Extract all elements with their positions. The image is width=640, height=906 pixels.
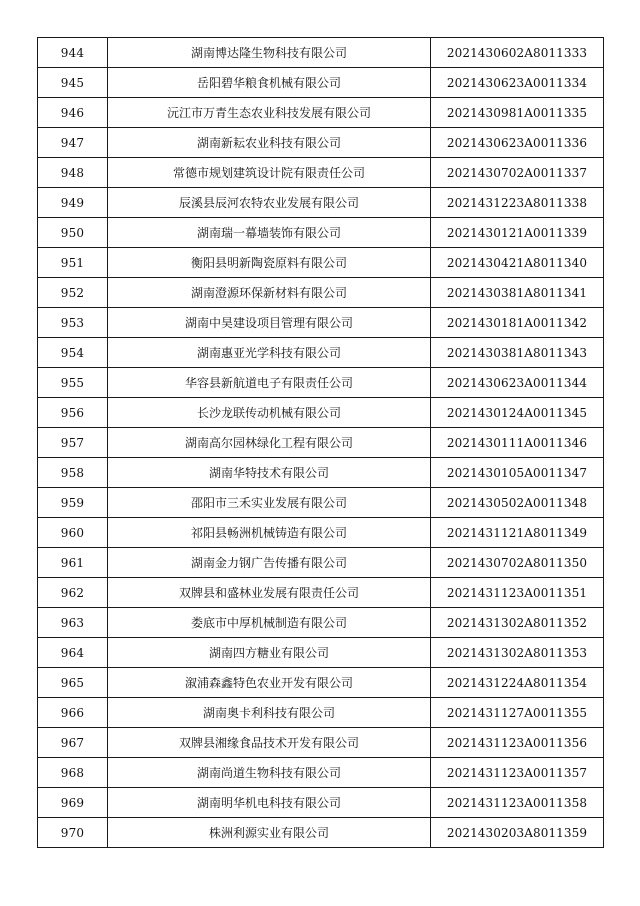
table-row xyxy=(38,68,604,98)
table-row xyxy=(38,638,604,668)
row-number: 969 xyxy=(38,788,108,818)
company-name: 祁阳县畅洲机械铸造有限公司 xyxy=(108,518,431,548)
company-name: 衡阳县明新陶瓷原料有限公司 xyxy=(108,248,431,278)
registration-code: 2021430381A8011343 xyxy=(431,338,604,368)
registration-code: 2021431127A0011355 xyxy=(431,698,604,728)
row-number: 955 xyxy=(38,368,108,398)
registration-code: 2021430121A0011339 xyxy=(431,218,604,248)
table-row xyxy=(38,518,604,548)
company-registry-table xyxy=(37,37,604,848)
company-name: 双牌县湘缘食品技术开发有限公司 xyxy=(108,728,431,758)
registration-code: 2021430502A0011348 xyxy=(431,488,604,518)
table-row xyxy=(38,248,604,278)
table-body xyxy=(38,38,604,848)
table-row xyxy=(38,458,604,488)
table-row xyxy=(38,128,604,158)
registration-code: 2021431121A8011349 xyxy=(431,518,604,548)
row-number: 944 xyxy=(38,38,108,68)
company-name: 邵阳市三禾实业发展有限公司 xyxy=(108,488,431,518)
table-row xyxy=(38,698,604,728)
registration-code: 2021431123A0011357 xyxy=(431,758,604,788)
table-row xyxy=(38,368,604,398)
row-number: 945 xyxy=(38,68,108,98)
row-number: 961 xyxy=(38,548,108,578)
company-name: 岳阳碧华粮食机械有限公司 xyxy=(108,68,431,98)
registration-code: 2021430702A0011337 xyxy=(431,158,604,188)
table-row xyxy=(38,38,604,68)
table-row xyxy=(38,548,604,578)
document-page xyxy=(37,37,603,848)
company-name: 湖南高尔园林绿化工程有限公司 xyxy=(108,428,431,458)
registration-code: 2021430702A8011350 xyxy=(431,548,604,578)
registration-code: 2021430381A8011341 xyxy=(431,278,604,308)
company-name: 湖南奥卡利科技有限公司 xyxy=(108,698,431,728)
company-name: 湖南中昊建设项目管理有限公司 xyxy=(108,308,431,338)
row-number: 959 xyxy=(38,488,108,518)
row-number: 962 xyxy=(38,578,108,608)
row-number: 947 xyxy=(38,128,108,158)
table-row xyxy=(38,788,604,818)
row-number: 970 xyxy=(38,818,108,848)
company-name: 湖南尚道生物科技有限公司 xyxy=(108,758,431,788)
table-row xyxy=(38,188,604,218)
table-row xyxy=(38,338,604,368)
table-row xyxy=(38,578,604,608)
registration-code: 2021430981A0011335 xyxy=(431,98,604,128)
registration-code: 2021430181A0011342 xyxy=(431,308,604,338)
company-name: 双牌县和盛林业发展有限责任公司 xyxy=(108,578,431,608)
table-row xyxy=(38,728,604,758)
table-row xyxy=(38,758,604,788)
table-row xyxy=(38,428,604,458)
row-number: 949 xyxy=(38,188,108,218)
table-row xyxy=(38,278,604,308)
company-name: 辰溪县辰河农特农业发展有限公司 xyxy=(108,188,431,218)
registration-code: 2021430623A0011344 xyxy=(431,368,604,398)
registration-code: 2021431123A0011358 xyxy=(431,788,604,818)
row-number: 964 xyxy=(38,638,108,668)
company-name: 湖南惠亚光学科技有限公司 xyxy=(108,338,431,368)
row-number: 957 xyxy=(38,428,108,458)
table-row xyxy=(38,608,604,638)
table-row xyxy=(38,218,604,248)
registration-code: 2021431224A8011354 xyxy=(431,668,604,698)
registration-code: 2021430623A0011334 xyxy=(431,68,604,98)
row-number: 952 xyxy=(38,278,108,308)
row-number: 965 xyxy=(38,668,108,698)
company-name: 长沙龙联传动机械有限公司 xyxy=(108,398,431,428)
company-name: 湖南明华机电科技有限公司 xyxy=(108,788,431,818)
company-name: 湖南澄源环保新材料有限公司 xyxy=(108,278,431,308)
registration-code: 2021430124A0011345 xyxy=(431,398,604,428)
row-number: 950 xyxy=(38,218,108,248)
company-name: 华容县新航道电子有限责任公司 xyxy=(108,368,431,398)
registration-code: 2021430111A0011346 xyxy=(431,428,604,458)
registration-code: 2021430203A8011359 xyxy=(431,818,604,848)
row-number: 954 xyxy=(38,338,108,368)
company-name: 溆浦森鑫特色农业开发有限公司 xyxy=(108,668,431,698)
registration-code: 2021431223A8011338 xyxy=(431,188,604,218)
registration-code: 2021431123A0011351 xyxy=(431,578,604,608)
row-number: 968 xyxy=(38,758,108,788)
company-name: 娄底市中厚机械制造有限公司 xyxy=(108,608,431,638)
table-row xyxy=(38,668,604,698)
row-number: 960 xyxy=(38,518,108,548)
company-name: 常德市规划建筑设计院有限责任公司 xyxy=(108,158,431,188)
row-number: 951 xyxy=(38,248,108,278)
registration-code: 2021431302A8011352 xyxy=(431,608,604,638)
company-name: 湖南四方糖业有限公司 xyxy=(108,638,431,668)
row-number: 967 xyxy=(38,728,108,758)
row-number: 963 xyxy=(38,608,108,638)
table-row xyxy=(38,818,604,848)
registration-code: 2021430623A0011336 xyxy=(431,128,604,158)
table-row xyxy=(38,98,604,128)
company-name: 湖南新耘农业科技有限公司 xyxy=(108,128,431,158)
company-name: 湖南金力钢广告传播有限公司 xyxy=(108,548,431,578)
row-number: 958 xyxy=(38,458,108,488)
table-row xyxy=(38,158,604,188)
table-row xyxy=(38,488,604,518)
row-number: 946 xyxy=(38,98,108,128)
company-name: 株洲利源实业有限公司 xyxy=(108,818,431,848)
company-name: 湖南博达隆生物科技有限公司 xyxy=(108,38,431,68)
registration-code: 2021430421A8011340 xyxy=(431,248,604,278)
registration-code: 2021431123A0011356 xyxy=(431,728,604,758)
row-number: 948 xyxy=(38,158,108,188)
table-row xyxy=(38,308,604,338)
table-row xyxy=(38,398,604,428)
row-number: 953 xyxy=(38,308,108,338)
registration-code: 2021430105A0011347 xyxy=(431,458,604,488)
registration-code: 2021430602A8011333 xyxy=(431,38,604,68)
company-name: 湖南瑞一幕墙装饰有限公司 xyxy=(108,218,431,248)
row-number: 956 xyxy=(38,398,108,428)
row-number: 966 xyxy=(38,698,108,728)
company-name: 湖南华特技术有限公司 xyxy=(108,458,431,488)
company-name: 沅江市万青生态农业科技发展有限公司 xyxy=(108,98,431,128)
registration-code: 2021431302A8011353 xyxy=(431,638,604,668)
